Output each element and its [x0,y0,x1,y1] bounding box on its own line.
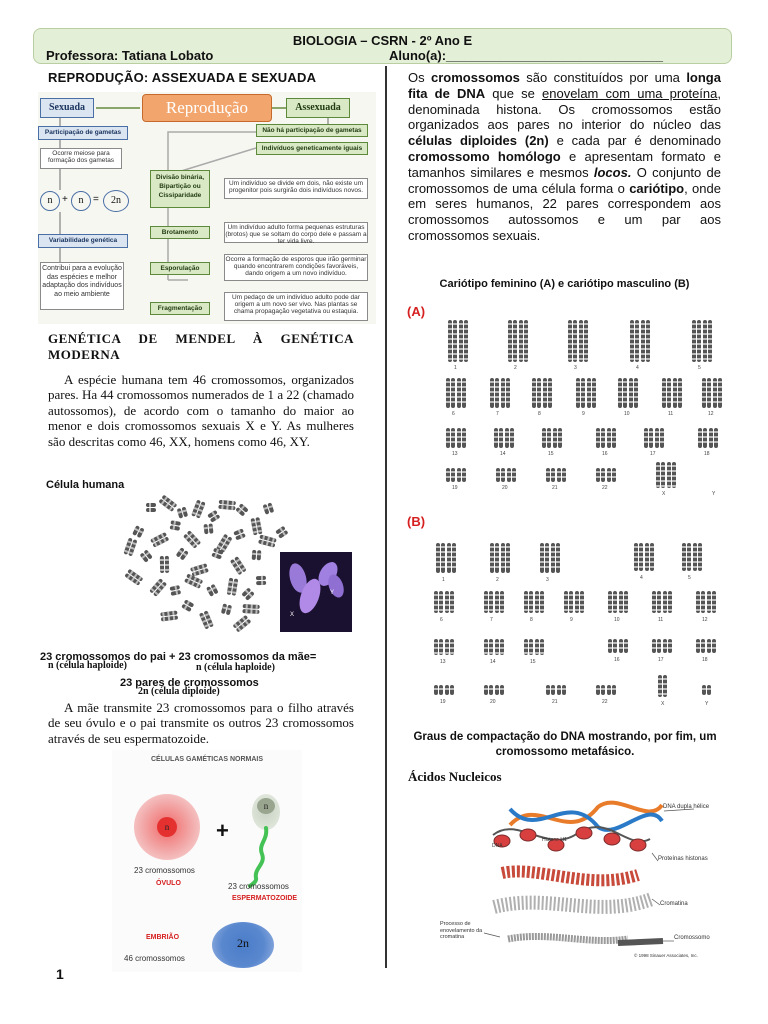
karyotype-a-chromosome-17 [644,428,653,448]
mindmap-variability: Variabilidade genética [38,234,128,248]
karyotype-a-chromosome-3 [579,320,588,362]
karyotype-a-chromosome-19 [457,468,466,482]
karyotype-a-chromosome-19 [446,468,455,482]
karyotype-b-chromosome-4 [645,543,654,571]
chromosome-number: 2 [514,365,517,371]
karyotype-b-chromosome-3 [551,543,560,573]
chromosome-number: 20 [490,699,496,705]
karyotype-b-chromosome-X [658,675,667,697]
karyotype-a-chromosome-X [656,462,665,488]
equation-haploid-1: n (célula haploide) [48,660,127,671]
karyotype-a-chromosome-2 [508,320,517,362]
karyotype-a-chromosome-12 [702,378,711,408]
chromosome-number: 14 [500,451,506,457]
spread-chromosome [149,578,167,597]
eq-n2: n [71,191,91,211]
chromosome-number: 18 [702,657,708,663]
karyotype-a-chromosome-13 [446,428,455,448]
intro-b4: cromossomo homólogo [408,148,561,164]
spread-chromosome [258,535,277,548]
karyotype-b-chromosome-2 [501,543,510,573]
spread-chromosome [169,585,181,596]
label-copyright: © 1998 Sinauer Associates, Inc. [634,953,698,958]
karyotype-a-chromosome-2 [519,320,528,362]
chromosome-number: 18 [704,451,710,457]
mindmap-no-gametes: Não há participação de gametas [256,124,368,137]
karyotype-b-chromosome-8 [524,591,533,613]
spread-chromosome [227,578,239,596]
eq-plus: + [62,194,68,205]
header-student: Aluno(a):______________________________ [389,48,663,63]
gametes-title: CÉLULAS GAMÉTICAS NORMAIS [151,756,263,763]
intro-t2: são constituídos por uma [519,70,687,85]
karyotype-b-chromosome-22 [607,685,616,695]
label-histones: Proteínas histonas [658,856,708,862]
karyotype-a-chromosome-6 [457,378,466,408]
karyotype-a-chromosome-10 [618,378,627,408]
karyotype-a-chromosome-8 [532,378,541,408]
embryo-2n: 2n [237,936,249,950]
karyotype-b-chromosome-10 [608,591,617,613]
chromosome-number: 7 [490,617,493,623]
karyotype-b-chromosome-2 [490,543,499,573]
karyotype-a-chromosome-20 [507,468,516,482]
chromosome-number: 3 [546,577,549,583]
karyotype-title: Cariótipo feminino (A) e cariótipo masculino (B) [439,278,690,290]
mindmap-identical: Indivíduos geneticamente iguais [256,142,368,155]
chromosome-number: 16 [602,451,608,457]
transmit-paragraph: A mãe transmite 23 cromossomos para o filho através de seu óvulo e o pai transmite os outros 23 cromossomos através de seu espermatozoide. [48,700,354,746]
column-divider [385,66,387,968]
karyotype-a-chromosome-17 [655,428,664,448]
karyotype-b-chromosome-4 [634,543,643,571]
dna-compaction-figure [438,795,720,965]
spread-chromosome [203,523,213,534]
mindmap-fragmentation: Fragmentação [150,302,210,315]
karyotype-b-chromosome-6 [445,591,454,613]
header-professor: Professora: Tatiana Lobato [46,48,214,63]
spread-chromosome [242,604,259,614]
karyotype-a-chromosome-10 [629,378,638,408]
chromosome-number: 5 [698,365,701,371]
chromosome-number: 1 [442,577,445,583]
label-process: Processo de enovelamento da cromatina [440,921,483,940]
karyotype-b-chromosome-14 [484,639,493,655]
spread-chromosome [176,547,189,560]
intro-b6: cariótipo [629,180,685,196]
karyotype-b-chromosome-12 [696,591,705,613]
chromosome-number: 13 [440,659,446,665]
gametes-plus: + [216,818,229,843]
mindmap-equation [40,190,132,212]
karyotype-b-chromosome-12 [707,591,716,613]
section-title-reproduction: REPRODUÇÃO: ASSEXUADA E SEXUADA [48,70,317,85]
karyotype-b-chromosome-15 [535,639,544,655]
karyotype-b-chromosome-1 [447,543,456,573]
chromosome-number: 5 [688,575,691,581]
chromosome-number: 19 [452,485,458,491]
chromosome-number: 11 [668,411,674,417]
spread-chromosome [177,507,188,519]
label-histone-h1: Histone H1 [542,837,567,843]
karyotype-b-chromosome-16 [608,639,617,653]
spread-chromosome [160,610,178,621]
chromosome-number: 15 [530,659,536,665]
karyotype-b-chromosome-11 [663,591,672,613]
intro-t3: que se [485,85,543,101]
chromosome-number: 4 [636,365,639,371]
karyotype-a-chromosome-3 [568,320,577,362]
karyotype-a-chromosome-18 [698,428,707,448]
spread-chromosome [190,563,209,577]
mindmap-fragmentation-desc: Um pedaço de um indivíduo adulto pode dar origem a um novo ser vivo. Nas plantas se chama propagação vegetativa ou estaquia. [224,292,368,321]
chromosome-number: 14 [490,659,496,665]
karyotype-a-chromosome-6 [446,378,455,408]
karyotype-a-chromosome-14 [494,428,503,448]
genetics-title: GENÉTICA DE MENDEL À GENÉTICA MODERNA [48,331,354,362]
karyotype-a-chromosome-11 [662,378,671,408]
karyotype-b-chromosome-11 [652,591,661,613]
chromosome-number: 21 [552,485,558,491]
karyotype-b-chromosome-22 [596,685,605,695]
equation-diploid: 2n (célula diploide) [138,686,220,697]
karyotype-b-chromosome-20 [495,685,504,695]
karyotype-b-chromosome-14 [495,639,504,655]
chromosome-number: 10 [624,411,630,417]
karyotype-a-chromosome-21 [546,468,555,482]
sperm-count: 23 cromossomos [228,882,289,891]
ovum-label: ÓVULO [156,880,181,887]
karyotype-a-chromosome-4 [641,320,650,362]
spread-chromosome [252,550,262,561]
chromosome-number: 17 [658,657,664,663]
chromosome-number: X [661,701,665,707]
spread-chromosome [199,610,214,629]
karyotype-b-chromosome-9 [575,591,584,613]
chromosome-number: 2 [496,577,499,583]
karyotype-b-chromosome-7 [495,591,504,613]
chromosome-number: 6 [440,617,443,623]
karyotype-male-image [412,535,730,715]
sperm-tail-icon [242,826,282,888]
chromosome-number: 20 [502,485,508,491]
spread-chromosome [218,500,236,510]
spread-chromosome [181,599,194,612]
spread-chromosome [132,525,144,538]
mindmap-sporulation: Esporulação [150,262,210,275]
equation-pairs: 23 pares de cromossomos [120,677,259,689]
karyotype-b-chromosome-15 [524,639,533,655]
karyotype-b-chromosome-6 [434,591,443,613]
chromosome-number: 1 [454,365,457,371]
equation-line: 23 cromossomos do pai + 23 cromossomos da mãe= [40,651,317,663]
karyotype-b-chromosome-3 [540,543,549,573]
karyotype-a-chromosome-22 [607,468,616,482]
spread-chromosome [235,503,248,516]
mindmap-sexual-head: Sexuada [40,98,94,118]
eq-2n: 2n [103,190,129,212]
chromosome-number: 11 [658,617,664,623]
sperm-head [252,794,280,830]
chromosome-number: 19 [440,699,446,705]
mindmap-asexual-head: Assexuada [286,98,350,118]
spread-chromosome [140,549,153,562]
spread-chromosome [275,526,288,539]
label-chromosome: Cromossomo [674,935,710,941]
sperm-nucleus: n [257,798,275,814]
spread-chromosome [233,615,252,633]
chromosome-intro-paragraph [408,70,721,244]
karyotype-b-chromosome-13 [445,639,454,655]
chromosome-number: 6 [452,411,455,417]
gametes-illustration [112,750,302,972]
spread-chromosome [123,537,137,556]
label-double-helix: DNA dupla hélice [663,804,710,810]
karyotype-b-chromosome-5 [693,543,702,571]
intro-u1: enovelam com uma proteína [542,85,718,101]
header-subject: BIOLOGIA – CSRN - 2º Ano E [292,33,473,48]
karyotype-a-chromosome-9 [576,378,585,408]
karyotype-a-chromosome-7 [501,378,510,408]
dna-compaction-caption: Graus de compactação do DNA mostrando, por fim, um cromossomo metafásico. [413,731,717,758]
karyotype-a-chromosome-16 [596,428,605,448]
karyotype-b-chromosome-5 [682,543,691,571]
intro-t1: Os [408,70,432,85]
karyotype-a-chromosome-9 [587,378,596,408]
chromosome-number: 9 [582,411,585,417]
page-number: 1 [56,966,64,982]
karyotype-a-chromosome-15 [553,428,562,448]
karyotype-b-chromosome-16 [619,639,628,653]
cell-label: Célula humana [46,479,125,491]
spread-chromosome [263,502,275,514]
spread-chromosome [158,495,177,512]
karyotype-female-image [412,312,730,502]
embryo-cell [212,922,274,968]
intro-t4: , denominada histona. Os cromossomos estão organizados aos pares no interior do núcleo das [408,85,721,133]
chromosome-number: 13 [452,451,458,457]
sperm-label: ESPERMATOZOIDE [232,895,298,902]
header-box [33,28,732,64]
spread-chromosome [170,520,181,531]
mindmap-sporulation-desc: Ocorre a formação de esporos que irão germinar quando encontrarem condições favoráveis, dando origem a um novo indivíduo. [224,254,368,281]
karyotype-b-chromosome-21 [557,685,566,695]
mindmap-gametes: Participação de gametas [38,126,128,140]
intro-t7: O conjunto de cromossomos de uma célula forma o [408,164,722,196]
label-chromatin: Cromatina [660,901,688,907]
karyotype-b-chromosome-17 [663,639,672,653]
karyotype-a-chromosome-13 [457,428,466,448]
intro-t5: e cada par é denominado [548,133,721,149]
karyotype-a-chromosome-20 [496,468,505,482]
spread-chromosome [150,532,169,548]
chromosome-number: 21 [552,699,558,705]
human-cell-image [38,474,362,648]
intro-b5: locos. [593,164,632,180]
chromosome-number: 4 [640,575,643,581]
chromosome-number: 3 [574,365,577,371]
karyotype-b-chromosome-10 [619,591,628,613]
karyotype-b-chromosome-9 [564,591,573,613]
karyotype-b-chromosome-Y [702,685,711,695]
spread-chromosome [250,517,262,535]
chromosome-number: 16 [614,657,620,663]
karyotype-b-chromosome-19 [445,685,454,695]
embryo-count: 46 cromossomos [124,954,185,963]
mindmap-binary-fission: Divisão binária, Bipartição ou Cissiparidade [150,170,210,208]
inset-y-label: Y [330,590,335,596]
intro-b2: longa fita de DNA [408,70,721,101]
chromosome-number: 12 [702,617,708,623]
karyotype-label-b: (B) [407,514,426,529]
chromosome-number: 9 [570,617,573,623]
mindmap-variability-desc: Contribui para a evolução das espécies e melhor adaptação dos indivíduos ao meio ambiente [40,262,124,310]
chromosome-number: 22 [602,485,608,491]
nucleic-acids-title: Ácidos Nucleicos [408,769,502,784]
karyotype-a-chromosome-4 [630,320,639,362]
eq-equals: = [93,194,99,205]
karyotype-a-chromosome-14 [505,428,514,448]
intro-t8: , onde em seres humanos, 22 pares correspondem aos cromossomos autossomos e um par aos cromossomos sexuais. [408,180,721,243]
genetics-paragraph: A espécie humana tem 46 cromossomos, organizados pares. Ha 44 cromossomos numerados de 1 a 22 (chamado autossomos), de acordo com o tamanho do maior ao menor e dois cromossomos sexuais X e Y. As mulheres são descritas como 46, XX, homens como 46, XY. [48,372,354,449]
chromosome-number: X [662,491,666,497]
karyotype-a-chromosome-5 [703,320,712,362]
intro-t6: e apresentam formato e tamanhos similares e mesmos [408,148,721,180]
karyotype-b-chromosome-8 [535,591,544,613]
karyotype-b-chromosome-19 [434,685,443,695]
karyotype-b-chromosome-18 [707,639,716,653]
label-dna: DNA [492,843,503,849]
karyotype-b-chromosome-17 [652,639,661,653]
equation-haploid-2: n (célula haploide) [196,662,275,673]
karyotype-a-chromosome-8 [543,378,552,408]
chromosome-number: 10 [614,617,620,623]
spread-chromosome [124,569,143,586]
karyotype-a-chromosome-22 [596,468,605,482]
spread-chromosome [207,510,220,523]
karyotype-a-chromosome-1 [448,320,457,362]
karyotype-a-chromosome-7 [490,378,499,408]
karyotype-b-chromosome-1 [436,543,445,573]
mindmap-gametes-desc: Ocorre meiose para formação dos gametas [40,148,122,169]
mindmap-budding-desc: Um indivíduo adulto forma pequenas estruturas (brotos) que se soltam do corpo dele e passam a ter vida livre. [225,224,367,245]
chromosome-number: 17 [650,451,656,457]
chromosome-number: 22 [602,699,608,705]
karyotype-b-chromosome-20 [484,685,493,695]
embryo-label: EMBRIÃO [146,934,180,941]
inset-x-label: X [290,612,295,618]
karyotype-a-chromosome-18 [709,428,718,448]
karyotype-a-chromosome-X [667,462,676,488]
karyotype-a-chromosome-16 [607,428,616,448]
spread-chromosome [233,528,246,540]
spread-chromosome [256,576,266,585]
spread-chromosome [146,503,156,512]
karyotype-a-chromosome-5 [692,320,701,362]
spread-chromosome [221,603,232,615]
chromosome-number: 8 [530,617,533,623]
karyotype-b-chromosome-18 [696,639,705,653]
mindmap-budding: Brotamento [150,226,210,239]
karyotype-b-chromosome-7 [484,591,493,613]
chromosome-number: 12 [708,411,714,417]
ovum-cell [134,794,200,860]
chromosome-number: Y [712,491,716,497]
karyotype-a-chromosome-12 [713,378,722,408]
spread-chromosome [206,584,219,597]
karyotype-b-chromosome-21 [546,685,555,695]
chromosome-number: 8 [538,411,541,417]
karyotype-a-chromosome-1 [459,320,468,362]
mindmap-center: Reprodução [142,94,272,122]
chromosome-number: 15 [548,451,554,457]
eq-n1: n [40,191,60,211]
karyotype-a-chromosome-15 [542,428,551,448]
intro-b1: cromossomos [431,70,520,85]
spread-chromosome [160,556,169,573]
ovum-count: 23 cromossomos [134,866,195,875]
karyotype-a-chromosome-21 [557,468,566,482]
spread-chromosome [230,556,247,575]
chromosome-number: Y [705,701,709,707]
mindmap-binary-fission-desc: Um indivíduo se divide em dois, não existe um progenitor pois surgirão dois indivíduos novos. [224,178,368,199]
karyotype-label-a: (A) [407,304,426,319]
spread-chromosome [191,499,205,518]
reproduction-mindmap [38,92,376,324]
ovum-nucleus: n [157,817,177,837]
karyotype-a-chromosome-11 [673,378,682,408]
intro-b3: células diploides (2n) [408,133,549,149]
karyotype-xy-inset [280,552,352,632]
xy-chromosomes-icon [280,552,352,632]
spread-chromosome [241,587,254,600]
chromosome-number: 7 [496,411,499,417]
spread-chromosome [183,530,201,549]
karyotype-b-chromosome-13 [434,639,443,655]
